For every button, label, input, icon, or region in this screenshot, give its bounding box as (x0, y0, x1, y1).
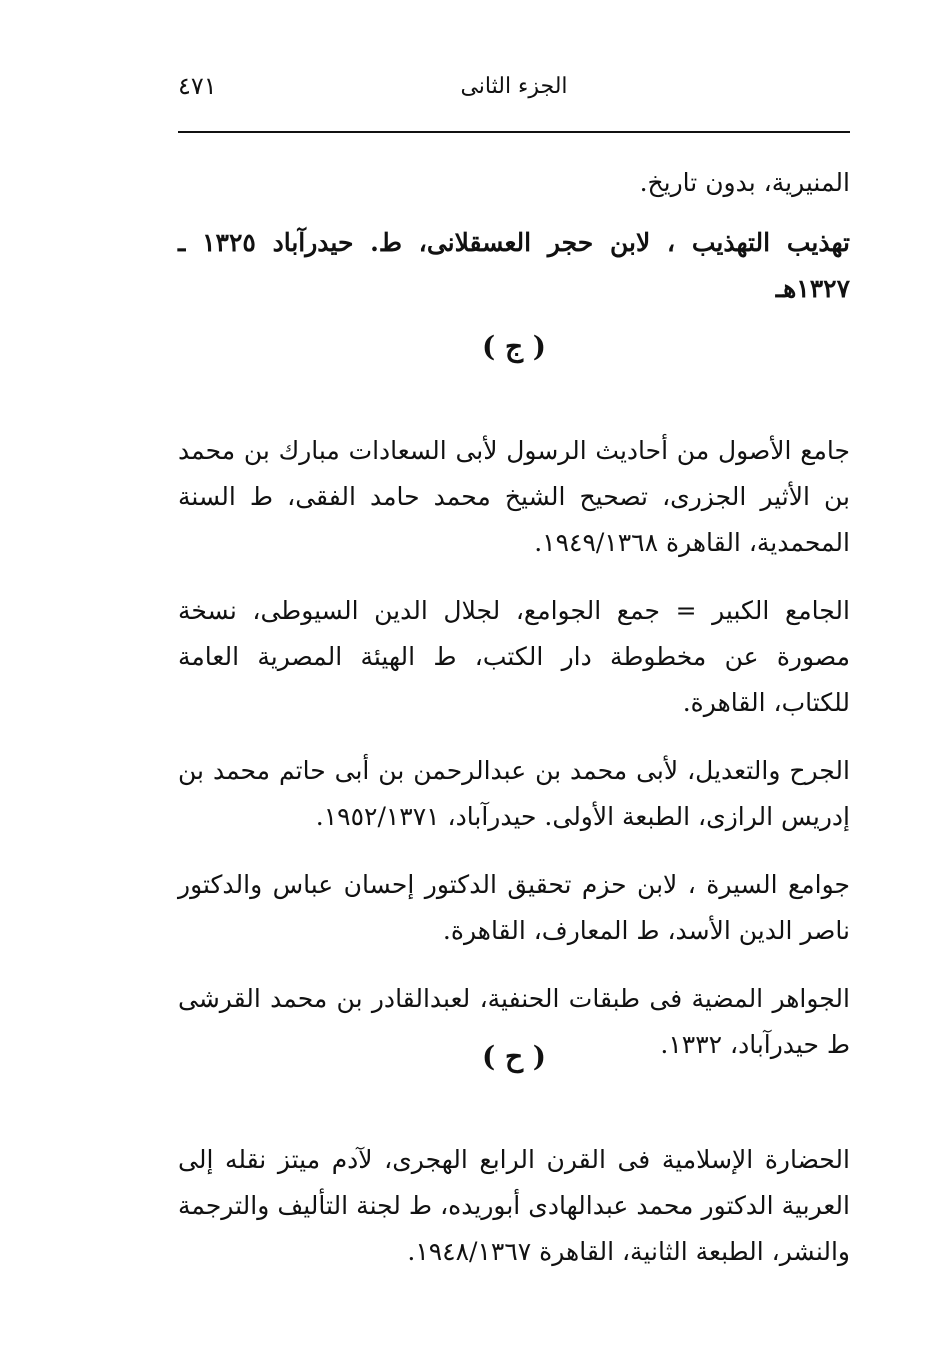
section-jim-entries (178, 428, 850, 1068)
top-entries (178, 160, 850, 312)
entry-al-jarh-wal-tadil: الجرح والتعديل، لأبى محمد بن عبدالرحمن بن أبى حاتم محمد بن إدريس الرازى، الطبعة الأولى. حيدرآباد، ١٩٥٢/١٣٧١. (178, 756, 850, 831)
section-heading-ha: ( ح ) (481, 1040, 547, 1073)
page-number: ٤٧١ (178, 72, 217, 100)
entry-al-jami-al-kabir: الجامع الكبير = جمع الجوامع، لجلال الدين السيوطى، نسخة مصورة عن مخطوطة دار الكتب، ط الهيئة المصرية العامة للكتاب، القاهرة. (178, 596, 850, 717)
running-title: الجزء الثانى (460, 74, 568, 99)
section-heading-jim: ( ج ) (481, 330, 547, 363)
entry-al-jawahir-al-mudiyya: الجواهر المضية فى طبقات الحنفية، لعبدالقادر بن محمد القرشى ط حيدرآباد، ١٣٣٢. (178, 984, 850, 1059)
header-divider (178, 131, 850, 133)
page-header (178, 72, 850, 112)
entry-al-hadara-al-islamiyya: الحضارة الإسلامية فى القرن الرابع الهجرى، لآدم ميتز نقله إلى العربية الدكتور محمد عبدالهادى أبوريده، ط لجنة التأليف والترجمة والنشر، الطبعة الثانية، القاهرة ١٩٤٨/١٣٦٧. (178, 1145, 850, 1266)
entry-continuation: المنيرية، بدون تاريخ. (639, 168, 850, 197)
section-ha-entries (178, 1137, 850, 1275)
entry-jawami-al-sira: جوامع السيرة ، لابن حزم تحقيق الدكتور إحسان عباس والدكتور ناصر الدين الأسد، ط المعارف، القاهرة. (178, 870, 850, 945)
entry-tahdhib: تهذيب التهذيب ، لابن حجر العسقلانى، ط. حيدرآباد ١٣٢٥ ـ ١٣٢٧هـ (178, 228, 850, 303)
entry-jami-al-usul: جامع الأصول من أحاديث الرسول لأبى السعادات مبارك بن محمد بن الأثير الجزرى، تصحيح الشيخ محمد حامد الفقى، ط السنة المحمدية، القاهرة ١٩٤٩/١٣٦٨. (178, 436, 850, 557)
